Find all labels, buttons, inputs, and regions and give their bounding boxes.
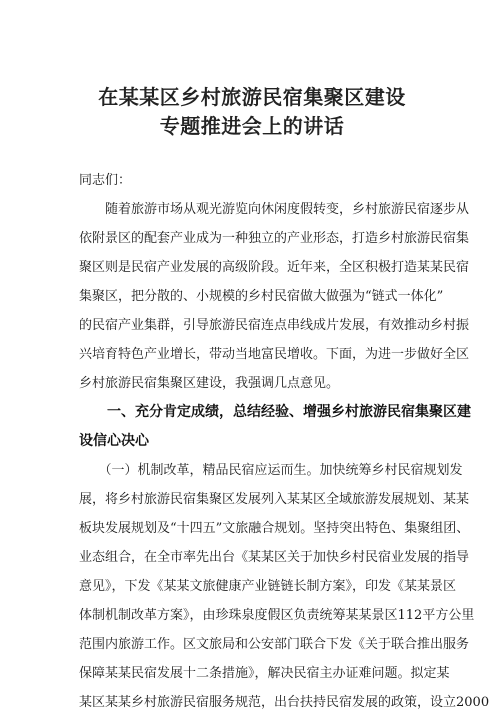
- document-title-line-2: 专题推进会上的讲话: [159, 114, 345, 138]
- body-line: 意见》，下发《某某文旅健康产业链链长制方案》，印发《某某景区: [79, 579, 457, 594]
- intro-line: 兴培育特色产业增长，带动当地富民增收。下面，为进一步做好全区: [79, 347, 470, 362]
- body-line: 板块发展规划及“十四五”文旅融合规划。坚持突出特色、集聚组团、: [79, 521, 470, 536]
- intro-line: 集聚区，把分散的、小规模的乡村民宿做大做强为“链式一体化”: [79, 289, 444, 304]
- body-line: （一）机制改革，精品民宿应运而生。加快统筹乡村民宿规划发: [79, 463, 463, 478]
- body-line: 保障某某民宿发展十二条措施》，解决民宿主办证难问题。拟定某: [79, 666, 450, 681]
- body-line: 某区某某乡村旅游民宿服务规范，出台扶持民宿发展的政策，设立2000: [79, 695, 490, 710]
- section-1-heading: [79, 398, 471, 456]
- intro-line: 随着旅游市场从观光游览向休闲度假转变，乡村旅游民宿逐步从: [79, 202, 470, 217]
- intro-line: 依附景区的配套产业成为一种独立的产业形态，打造乡村旅游民宿集: [79, 231, 470, 246]
- intro-paragraph: [79, 195, 470, 398]
- section-1-subsection-1: [79, 456, 490, 717]
- section-heading-line: 设信心决心: [79, 433, 149, 449]
- document-title-line-1: 在某某区乡村旅游民宿集聚区建设: [98, 85, 406, 109]
- intro-line: 乡村旅游民宿集聚区建设，我强调几点意见。: [79, 376, 340, 391]
- intro-line: 的民宿产业集群，引导旅游民宿连点串线成片发展，有效推动乡村振: [79, 318, 470, 333]
- salutation: 同志们：: [79, 173, 132, 188]
- body-line: 体制机制改革方案》，由珍珠泉度假区负责统筹某某景区112平方公里: [79, 608, 475, 623]
- body-line: 范围内旅游工作。区文旅局和公安部门联合下发《关于联合推出服务: [79, 637, 470, 652]
- section-heading-line: 一、充分肯定成绩，总结经验、增强乡村旅游民宿集聚区建: [79, 404, 471, 420]
- intro-line: 聚区则是民宿产业发展的高级阶段。近年来，全区积极打造某某民宿: [79, 260, 470, 275]
- body-line: 业态组合，在全市率先出台《某某区关于加快乡村民宿业发展的指导: [79, 550, 470, 565]
- body-line: 展，将乡村旅游民宿集聚区发展列入某某区全域旅游发展规划、某某: [79, 492, 470, 507]
